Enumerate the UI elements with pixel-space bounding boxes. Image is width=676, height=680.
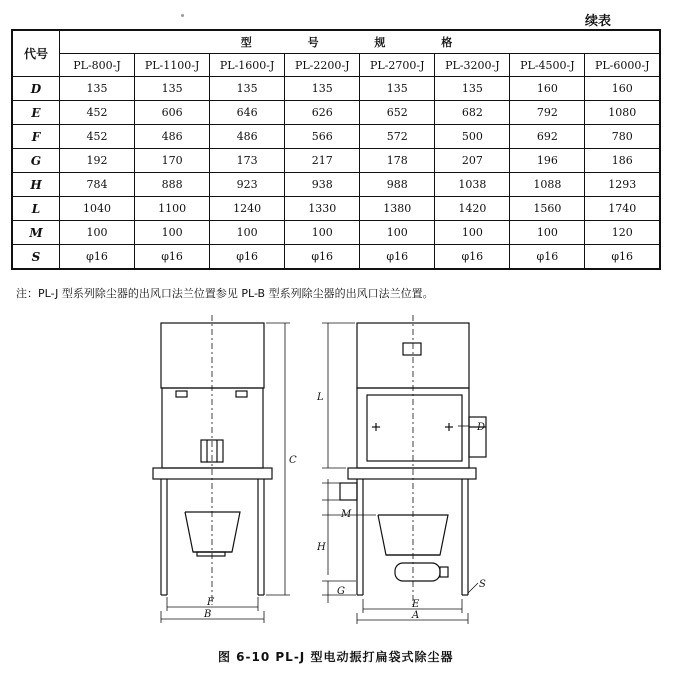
dim-label-l: L — [317, 392, 324, 403]
table-cell: φ16 — [510, 245, 585, 270]
table-cell: 135 — [285, 77, 360, 101]
model-header: PL-1600-J — [210, 54, 285, 77]
table-cell: 923 — [210, 173, 285, 197]
row-code: L — [12, 197, 60, 221]
table-cell: 792 — [510, 101, 585, 125]
table-cell: 160 — [510, 77, 585, 101]
row-code: M — [12, 221, 60, 245]
table-row — [12, 149, 660, 173]
dim-label-g: G — [337, 586, 345, 597]
table-cell: 207 — [435, 149, 510, 173]
table-cell: 1038 — [435, 173, 510, 197]
table-cell: 135 — [435, 77, 510, 101]
table-note: 注：PL-J 型系列除尘器的出风口法兰位置参见 PL-B 型系列除尘器的出风口法兰位置。 — [16, 287, 434, 300]
dim-label-c: C — [289, 455, 297, 466]
table-cell: 888 — [135, 173, 210, 197]
model-header: PL-6000-J — [585, 54, 660, 77]
table-cell: 692 — [510, 125, 585, 149]
table-cell: 160 — [585, 77, 660, 101]
table-cell: 1100 — [135, 197, 210, 221]
table-cell: 500 — [435, 125, 510, 149]
table-cell: 135 — [360, 77, 435, 101]
row-code: G — [12, 149, 60, 173]
table-cell: φ16 — [585, 245, 660, 270]
continued-label: 续表 — [585, 14, 612, 29]
row-code: H — [12, 173, 60, 197]
table-cell: 100 — [135, 221, 210, 245]
table-cell: 120 — [585, 221, 660, 245]
row-code: F — [12, 125, 60, 149]
model-header: PL-2200-J — [285, 54, 360, 77]
table-cell: 1380 — [360, 197, 435, 221]
row-code: E — [12, 101, 60, 125]
table-cell: 196 — [510, 149, 585, 173]
model-header: PL-1100-J — [135, 54, 210, 77]
table-cell: 606 — [135, 101, 210, 125]
table-cell: 178 — [360, 149, 435, 173]
table-cell: 1240 — [210, 197, 285, 221]
table-cell: φ16 — [360, 245, 435, 270]
table-cell: 186 — [585, 149, 660, 173]
table-cell: 1330 — [285, 197, 360, 221]
table-cell: 1560 — [510, 197, 585, 221]
table-cell: 486 — [210, 125, 285, 149]
model-header: PL-4500-J — [510, 54, 585, 77]
table-cell: 1740 — [585, 197, 660, 221]
table-cell: 100 — [285, 221, 360, 245]
model-header: PL-3200-J — [435, 54, 510, 77]
table-cell: 452 — [60, 101, 135, 125]
table-header-row — [12, 30, 660, 54]
table-cell: 100 — [60, 221, 135, 245]
figure-caption: 图 6-10 PL-J 型电动振打扁袋式除尘器 — [218, 650, 454, 664]
table-cell: 1080 — [585, 101, 660, 125]
dim-label-d: D — [477, 422, 486, 433]
table-cell: 1420 — [435, 197, 510, 221]
table-cell: 135 — [60, 77, 135, 101]
front-view — [153, 315, 290, 623]
table-cell: 135 — [135, 77, 210, 101]
table-cell: 784 — [60, 173, 135, 197]
dim-label-e: E — [412, 599, 420, 610]
speck — [181, 14, 184, 17]
code-header: 代号 — [12, 30, 60, 77]
table-cell: φ16 — [285, 245, 360, 270]
table-cell: 682 — [435, 101, 510, 125]
table-cell: 452 — [60, 125, 135, 149]
model-header: PL-2700-J — [360, 54, 435, 77]
table-cell: 100 — [360, 221, 435, 245]
table-row — [12, 173, 660, 197]
table-cell: 626 — [285, 101, 360, 125]
table-row — [12, 77, 660, 101]
dim-label-a: A — [412, 610, 420, 621]
table-cell: 217 — [285, 149, 360, 173]
table-cell: 192 — [60, 149, 135, 173]
row-code: D — [12, 77, 60, 101]
spec-header: 型 号 规 格 — [60, 30, 661, 54]
side-view — [322, 315, 486, 624]
table-cell: 1088 — [510, 173, 585, 197]
dim-label-b: B — [204, 609, 212, 620]
table-cell: 938 — [285, 173, 360, 197]
table-row — [12, 245, 660, 270]
table-cell: 566 — [285, 125, 360, 149]
table-cell: 572 — [360, 125, 435, 149]
table-cell: φ16 — [60, 245, 135, 270]
table-cell: 100 — [210, 221, 285, 245]
model-header: PL-800-J — [60, 54, 135, 77]
table-cell: 1293 — [585, 173, 660, 197]
table-cell: φ16 — [135, 245, 210, 270]
table-row — [12, 125, 660, 149]
table-cell: 780 — [585, 125, 660, 149]
table-row — [12, 197, 660, 221]
model-row — [12, 54, 660, 77]
table-row — [12, 221, 660, 245]
table-cell: 486 — [135, 125, 210, 149]
table-cell: 988 — [360, 173, 435, 197]
row-code: S — [12, 245, 60, 270]
table-cell: 646 — [210, 101, 285, 125]
dim-label-s: S — [479, 579, 486, 590]
table-cell: 100 — [510, 221, 585, 245]
table-cell: 1040 — [60, 197, 135, 221]
dust-collector-drawing — [0, 305, 676, 645]
dim-label-m: M — [341, 509, 352, 520]
table-row — [12, 101, 660, 125]
table-cell: φ16 — [435, 245, 510, 270]
table-cell: φ16 — [210, 245, 285, 270]
table-cell: 173 — [210, 149, 285, 173]
table-cell: 652 — [360, 101, 435, 125]
dim-label-f: F — [207, 597, 214, 608]
table-cell: 135 — [210, 77, 285, 101]
dim-label-h: H — [317, 542, 326, 553]
spec-table — [11, 29, 661, 270]
table-cell: 100 — [435, 221, 510, 245]
table-cell: 170 — [135, 149, 210, 173]
